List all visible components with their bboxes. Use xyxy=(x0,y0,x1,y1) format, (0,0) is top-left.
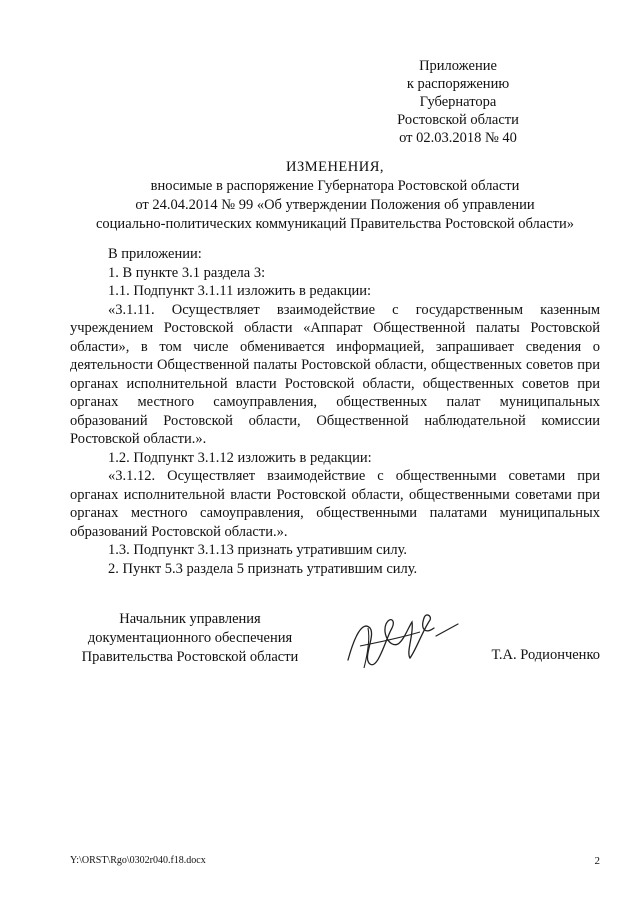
file-path: Y:\ORST\Rgo\0302r040.f18.docx xyxy=(70,855,206,866)
document-body xyxy=(70,245,600,578)
appendix-block xyxy=(358,57,558,147)
paragraph: «3.1.12. Осуществляет взаимодействие с общественными советами при органах исполнительной власти Ростовской области, общественными советами при органах местного самоуправления, общественными палатами муниципальных образований Ростовской области.». xyxy=(70,468,600,540)
appendix-line: от 02.03.2018 № 40 xyxy=(399,130,517,146)
paragraph: 1.2. Подпункт 3.1.12 изложить в редакции: xyxy=(108,449,372,466)
document-title xyxy=(70,158,600,234)
paragraph: 1.3. Подпункт 3.1.13 признать утратившим силу. xyxy=(108,542,408,558)
appendix-line: Губернатора xyxy=(419,94,497,110)
paragraph: 1. В пункте 3.1 раздела 3: xyxy=(108,264,266,281)
signatory-name: Т.А. Родионченко xyxy=(491,647,600,663)
appendix-line: к распоряжению xyxy=(406,76,510,92)
paragraph: В приложении: xyxy=(108,246,202,262)
handwritten-signature xyxy=(340,598,470,678)
signatory-line: Начальник управления xyxy=(119,611,261,627)
title-line: социально-политических коммуникаций Правительства Ростовской области» xyxy=(95,216,575,232)
signatory-position xyxy=(70,610,310,667)
paragraph: «3.1.11. Осуществляет взаимодействие с государственным казенным учреждением Ростовской области «Аппарат Общественной палаты Ростовской области», в том числе обменивается информацией, запрашивает сведения о деятельности Общественной палаты Ростовской области, общественных советов при органах исполнительной власти Ростовской области, общественных советов при органах местного самоуправления, общественных палат муниципальных образований Ростовской области, Общественной наблюдательной комиссии Ростовской области.». xyxy=(70,301,600,447)
signatory-line: документационного обеспечения xyxy=(87,630,293,646)
paragraph: 2. Пункт 5.3 раздела 5 признать утратившим силу. xyxy=(108,560,418,577)
appendix-line: Ростовской области xyxy=(397,112,519,128)
title-line: от 24.04.2014 № 99 «Об утверждении Положения об управлении xyxy=(135,197,535,213)
title-line: вносимые в распоряжение Губернатора Ростовской области xyxy=(150,178,520,194)
signatory-line: Правительства Ростовской области xyxy=(81,649,299,665)
title-heading: ИЗМЕНЕНИЯ, xyxy=(285,159,385,175)
paragraph: 1.1. Подпункт 3.1.11 изложить в редакции: xyxy=(108,283,372,299)
appendix-line: Приложение xyxy=(419,58,497,74)
page-number: 2 xyxy=(594,855,600,867)
